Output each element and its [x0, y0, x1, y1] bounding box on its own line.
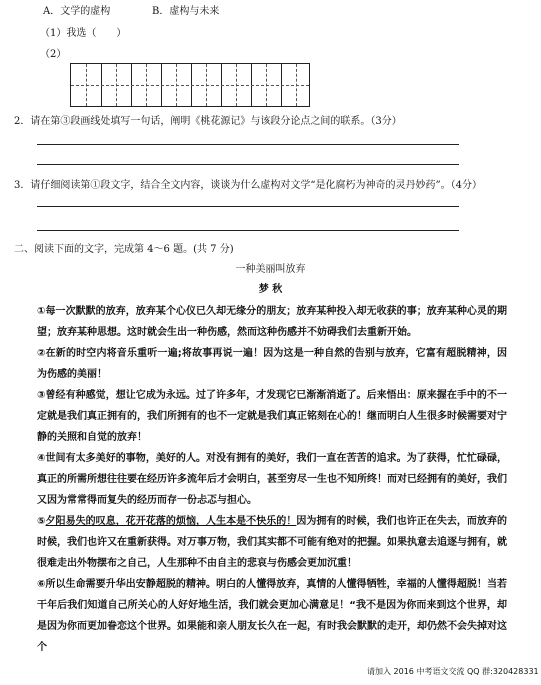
footer-note: 请加入 2016 中考语文交流 QQ 群:320428331 — [367, 667, 539, 676]
article-author: 梦 秋 — [258, 284, 283, 295]
answer-line — [37, 164, 459, 165]
answer-line — [37, 144, 459, 145]
writing-grid — [70, 63, 310, 107]
underlined-sentence: 夕阳易失的叹息，花开花落的烦恼，人生本是不快乐的！ — [45, 516, 297, 527]
answer-line — [37, 230, 459, 231]
paragraph-6: ⑥所以生命需要升华出安静超脱的精神。明白的人懂得放弃，真情的人懂得牺牲，幸福的人懂得超脱！当若干年后我们知道自己所关心的人好好地生活，我们就会更加心满意足！“我不是因为你而来到这个世界，却是因为你而更加眷恋这个世界。如果能和亲人朋友长久在一起，有时我会默默的走开，却仍然不会失掉对这个 — [37, 579, 507, 653]
paragraph-3: ③曾经有种感觉，想让它成为永远。过了许多年，才发现它已渐渐消逝了。后来悟出：原来握在手中的不一定就是我们真正拥有的，我们所拥有的也不一定就是我们真正铭刻在心的！继而明白人生很多时候需要对宁静的关照和自觉的放弃！ — [37, 390, 507, 443]
question-2: 2．请在第③段画线处填写一句话，阐明《桃花源记》与该段分论点之间的联系。（3分） — [14, 116, 402, 127]
article-title: 一种美丽叫放弃 — [235, 264, 306, 275]
question-3: 3．请仔细阅读第①段文字，结合全文内容，谈谈为什么虚构对文学“是化腐朽为神奇的灵丹妙药”。（4分） — [14, 180, 482, 191]
section-2-heading: 二、阅读下面的文字，完成第 4～6 题。(共 7 分) — [14, 244, 234, 255]
paragraph-5: ⑤夕阳易失的叹息，花开花落的烦恼，人生本是不快乐的！因为拥有的时候，我们也许正在失去，而放弃的时候，我们也许又在重新获得。对万事万物，我们其实都不可能有绝对的把握。如果执意去追逐与拥有，就很难走出外物摆布之自己，人生那种不由自主的悲哀与伤感会更加沉重！ — [37, 516, 508, 569]
paragraph-1: ①每一次默默的放弃，放弃某个心仪已久却无缘分的朋友；放弃某种投入却无收获的事；放弃某种心灵的期望；放弃某种思想。这时就会生出一种伤感，然而这种伤感并不妨碍我们去重新开始。 — [37, 306, 507, 338]
answer-line — [37, 206, 459, 207]
choice-b: B．虚构与未来 — [152, 6, 220, 17]
answer-select-line: （1）我选（ ） — [40, 28, 127, 39]
answer-2-label: （2） — [40, 49, 67, 60]
paragraph-4: ④世间有太多美好的事物，美好的人。对没有拥有的美好，我们一直在苦苦的追求。为了获得，忙忙碌碌，真正的所需所想往往要在经历许多流年后才会明白，甚至穷尽一生也不知所终！而对已经拥有的美好，我们又因为常常得而复失的经历而存一份忐忑与担心。 — [37, 453, 507, 506]
choice-a: A．文学的虚构 — [43, 6, 111, 17]
paragraph-2: ②在新的时空内将音乐重听一遍;将故事再说一遍！因为这是一种自然的告别与放弃，它富有超脱精神，因为伤感的美丽！ — [37, 348, 507, 380]
